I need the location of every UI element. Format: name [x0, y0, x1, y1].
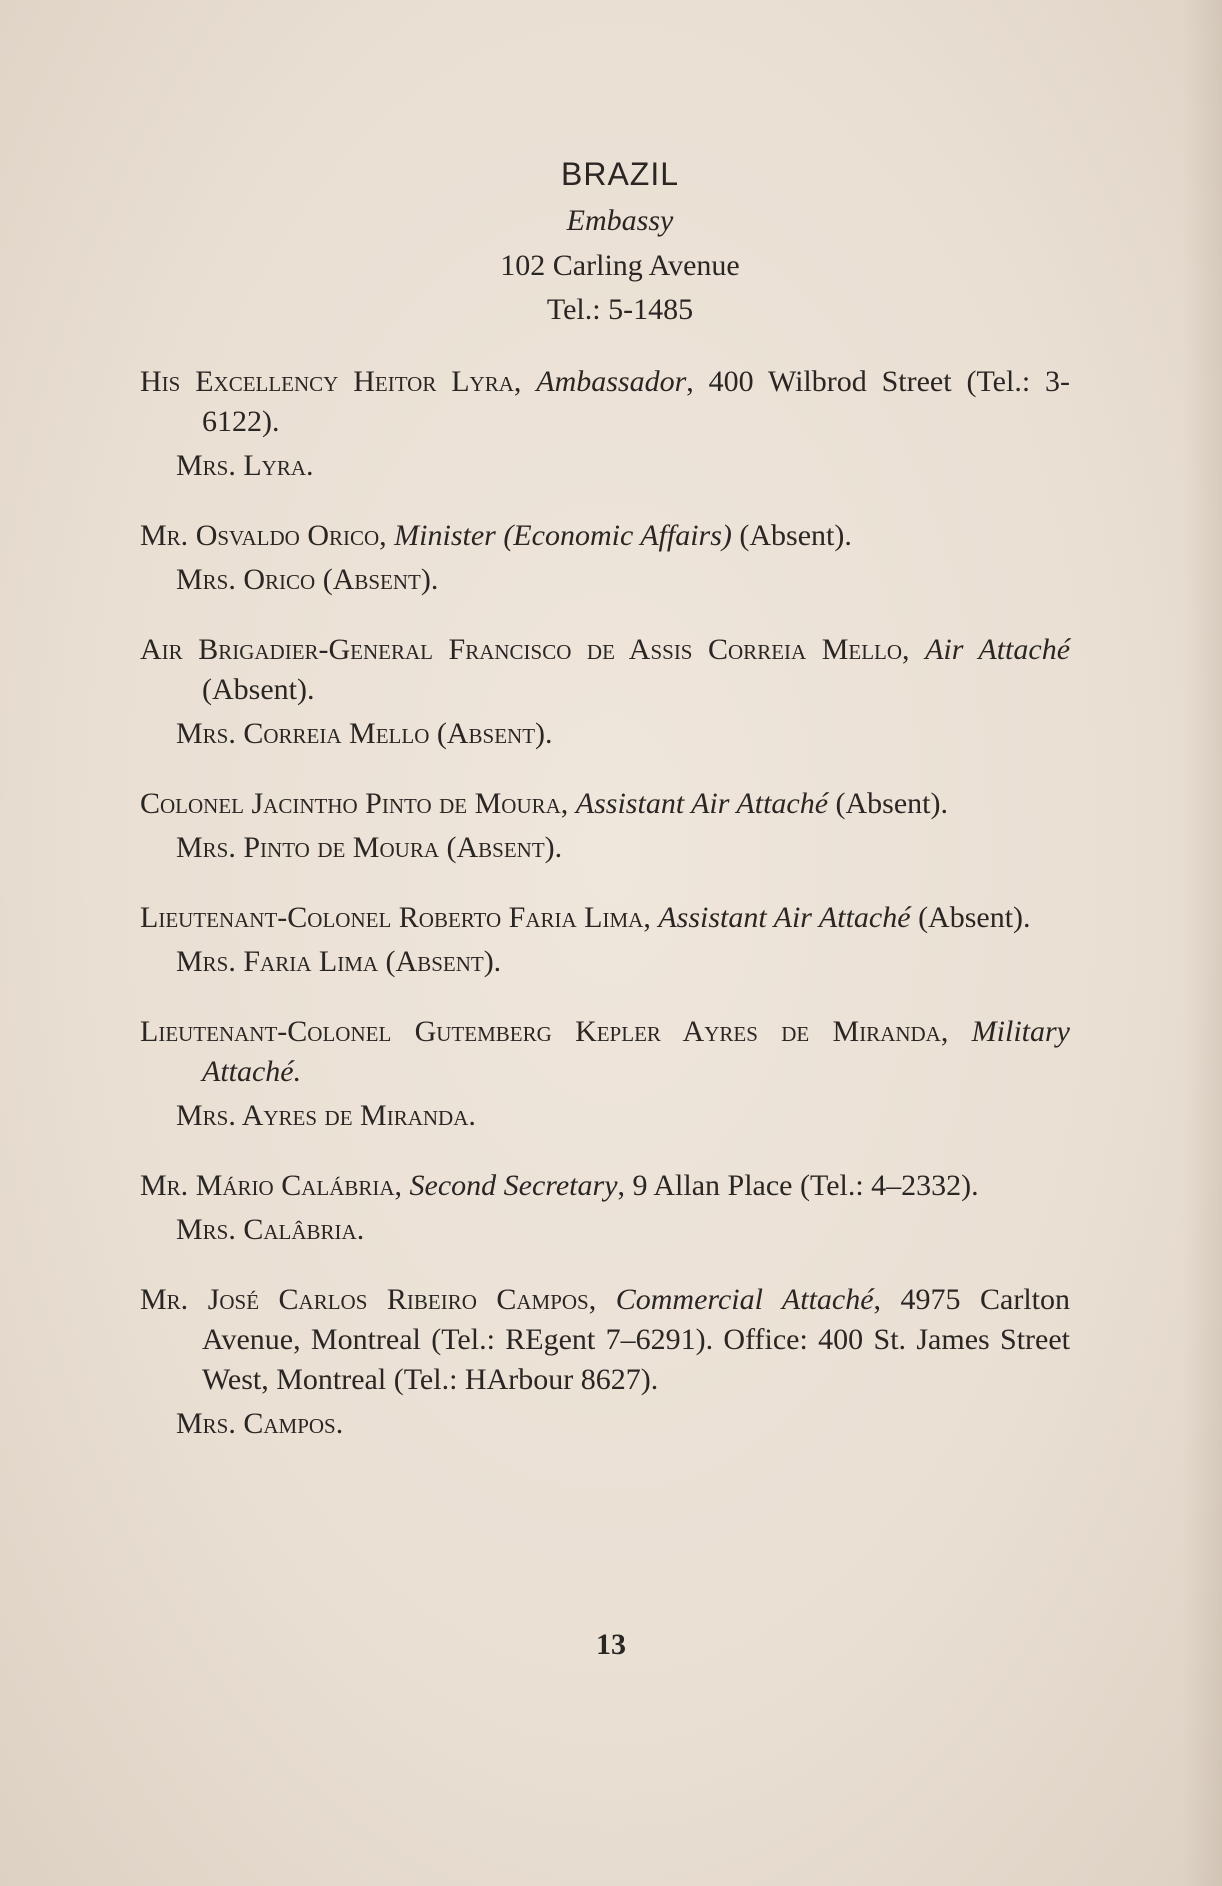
staff-name: Roberto Faria Lima: [398, 901, 644, 934]
staff-entry: [140, 630, 1070, 754]
staff-principal: Mr. Osvaldo Orico, Minister (Economic Affairs) (Absent).: [140, 519, 852, 552]
staff-name: Mário Calábria: [195, 1169, 395, 1202]
staff-details: (Absent).: [202, 673, 315, 706]
staff-spouse: Mrs. Lyra.: [176, 449, 314, 482]
staff-principal: Lieutenant-Colonel Gutemberg Kepler Ayres de Miranda, Military Attaché.: [140, 1015, 1070, 1088]
staff-role: Ambassador: [536, 365, 687, 398]
staff-name: José Carlos Ribeiro Campos: [207, 1283, 589, 1316]
staff-spouse: Mrs. Orico (Absent).: [176, 563, 439, 596]
page-number: 13: [596, 1628, 626, 1661]
staff-role: Military Attaché.: [202, 1015, 1070, 1088]
staff-title: Mr.: [140, 1169, 189, 1202]
staff-title: Colonel: [140, 787, 244, 820]
staff-details: (Absent).: [739, 519, 852, 552]
mission-type: Embassy: [566, 204, 674, 237]
staff-principal: Colonel Jacintho Pinto de Moura, Assistant Air Attaché (Absent).: [140, 787, 949, 820]
staff-details: (Absent).: [918, 901, 1031, 934]
country-heading: BRAZIL: [560, 156, 680, 192]
staff-name: Francisco de Assis Correia Mello: [448, 633, 903, 666]
staff-role: Commercial Attaché: [615, 1283, 874, 1316]
staff-title: Mr.: [140, 519, 189, 552]
staff-details: 4975 Carlton Avenue, Montreal (Tel.: REgent 7–6291). Office: 400 St. James Street West, Montreal (Tel.: HArbour 8627).: [202, 1283, 1071, 1396]
staff-spouse: Mrs. Correia Mello (Absent).: [176, 717, 553, 750]
staff-name: Gutemberg Kepler Ayres de Miranda: [414, 1015, 941, 1048]
staff-principal: Lieutenant-Colonel Roberto Faria Lima, Assistant Air Attaché (Absent).: [140, 901, 1031, 934]
directory-content: [140, 150, 1070, 1444]
staff-principal: His Excellency Heitor Lyra, Ambassador, 400 Wilbrod Street (Tel.: 3-6122).: [140, 365, 1071, 438]
staff-spouse: Mrs. Pinto de Moura (Absent).: [176, 831, 563, 864]
embassy-telephone: Tel.: 5-1485: [546, 293, 694, 326]
staff-name: Osvaldo Orico: [195, 519, 380, 552]
staff-details: 400 Wilbrod Street (Tel.: 3-6122).: [202, 365, 1071, 438]
staff-entry: [140, 1280, 1070, 1444]
staff-title: Air Brigadier-General: [140, 633, 433, 666]
staff-spouse: Mrs. Campos.: [176, 1407, 344, 1440]
staff-principal: Mr. José Carlos Ribeiro Campos, Commercial Attaché, 4975 Carlton Avenue, Montreal (Tel.: REgent 7–6291). Office: 400 St. James Street West, Montreal (Tel.: HArbour 8627).: [140, 1283, 1071, 1396]
embassy-header: [170, 150, 1070, 332]
staff-entry: [140, 516, 1070, 600]
staff-entry: [140, 1166, 1070, 1250]
staff-name: Heitor Lyra: [353, 365, 514, 398]
staff-title: Lieutenant-Colonel: [140, 901, 392, 934]
staff-details: 9 Allan Place (Tel.: 4–2332).: [632, 1169, 979, 1202]
staff-role: Assistant Air Attaché: [658, 901, 911, 934]
staff-entry: [140, 1012, 1070, 1136]
embassy-address: 102 Carling Avenue: [500, 249, 740, 282]
staff-spouse: Mrs. Calâbria.: [176, 1213, 365, 1246]
staff-role: Second Secretary: [409, 1169, 618, 1202]
staff-details: (Absent).: [835, 787, 949, 820]
staff-role: Air Attaché: [925, 633, 1071, 666]
staff-entry: [140, 898, 1070, 982]
staff-spouse: Mrs. Ayres de Miranda.: [176, 1099, 476, 1132]
staff-title: Mr.: [140, 1283, 189, 1316]
staff-entry: [140, 362, 1070, 486]
page-edge-shadow: [1182, 0, 1222, 1886]
staff-role: Minister (Economic Affairs): [394, 519, 732, 552]
staff-entry: [140, 784, 1070, 868]
staff-spouse: Mrs. Faria Lima (Absent).: [176, 945, 502, 978]
staff-principal: Air Brigadier-General Francisco de Assis Correia Mello, Air Attaché (Absent).: [140, 633, 1071, 706]
staff-role: Assistant Air Attaché: [575, 787, 829, 820]
staff-title: Lieutenant-Colonel: [140, 1015, 392, 1048]
staff-name: Jacintho Pinto de Moura: [251, 787, 561, 820]
staff-title: His Excellency: [140, 365, 339, 398]
staff-principal: Mr. Mário Calábria, Second Secretary, 9 Allan Place (Tel.: 4–2332).: [140, 1169, 979, 1202]
